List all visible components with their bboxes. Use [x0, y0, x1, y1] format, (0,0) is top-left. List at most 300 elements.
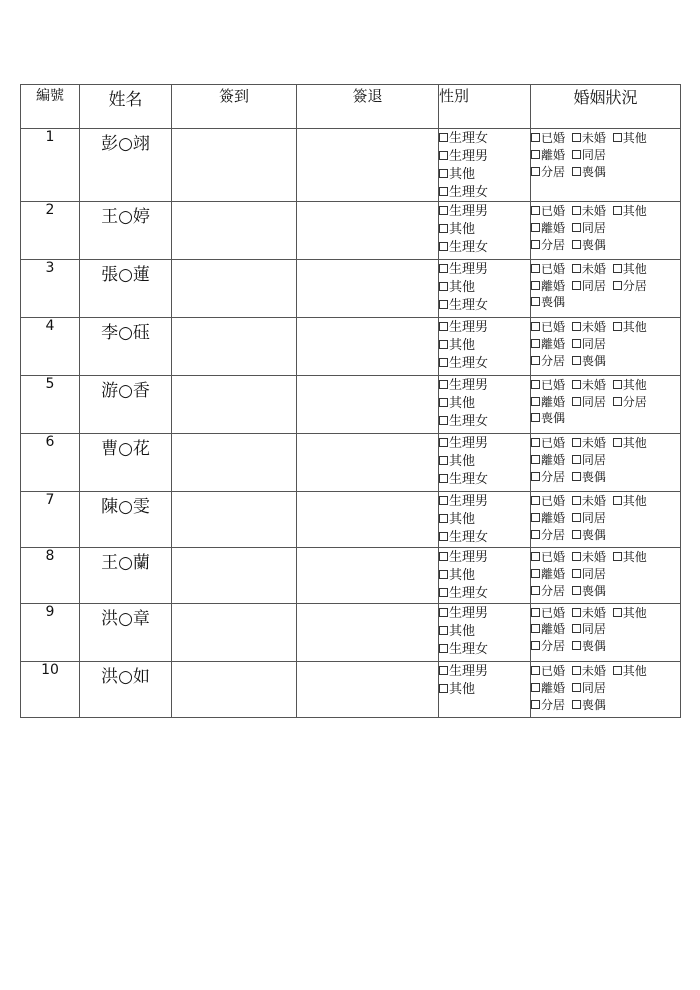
table-row [21, 129, 681, 202]
marital-option[interactable] [572, 470, 606, 484]
checkbox[interactable] [572, 586, 581, 595]
marital-option-line [531, 203, 680, 219]
marital-option[interactable] [613, 494, 647, 508]
checkbox[interactable] [531, 322, 540, 331]
checkbox[interactable] [572, 206, 581, 215]
sex-option[interactable] [439, 185, 488, 200]
checkbox[interactable] [531, 206, 540, 215]
checkbox[interactable] [439, 187, 448, 196]
checkbox[interactable] [531, 380, 540, 389]
marital-option[interactable] [531, 131, 565, 145]
sex-option-line [439, 606, 530, 622]
marital-option[interactable] [613, 279, 647, 293]
marital-option[interactable] [572, 148, 606, 162]
checkbox[interactable] [531, 569, 540, 578]
member-name: 游○香 [80, 376, 172, 434]
sign-out-cell[interactable] [297, 604, 439, 662]
sign-in-cell[interactable] [172, 202, 297, 260]
checkbox[interactable] [439, 666, 448, 675]
marital-option[interactable] [572, 511, 606, 525]
checkbox[interactable] [572, 530, 581, 539]
checkbox[interactable] [572, 264, 581, 273]
marital-option[interactable] [572, 378, 606, 392]
checkbox[interactable] [439, 684, 448, 693]
sex-option-line [439, 338, 530, 354]
sex-option-label: 生理女 [449, 356, 489, 371]
checkbox[interactable] [531, 281, 540, 290]
marital-option[interactable] [572, 567, 606, 581]
sex-option-line [439, 494, 530, 510]
sex-option[interactable] [439, 280, 475, 295]
checkbox[interactable] [572, 700, 581, 709]
marital-option[interactable] [572, 204, 606, 218]
marital-option[interactable] [531, 511, 565, 525]
marital-option[interactable] [531, 567, 565, 581]
member-name: 陳○雯 [80, 492, 172, 548]
member-name: 洪○如 [80, 662, 172, 718]
checkbox[interactable] [572, 281, 581, 290]
marital-option[interactable] [531, 584, 565, 598]
sex-option[interactable] [439, 568, 475, 583]
marital-option[interactable] [531, 337, 565, 351]
checkbox[interactable] [572, 356, 581, 365]
marital-option[interactable] [531, 320, 565, 334]
checkbox[interactable] [531, 496, 540, 505]
checkbox[interactable] [531, 397, 540, 406]
checkbox[interactable] [572, 133, 581, 142]
marital-option[interactable] [572, 639, 606, 653]
checkbox[interactable] [613, 397, 622, 406]
marital-option[interactable] [531, 262, 565, 276]
checkbox[interactable] [439, 416, 448, 425]
checkbox[interactable] [613, 206, 622, 215]
sex-option[interactable] [439, 167, 475, 182]
checkbox[interactable] [613, 438, 622, 447]
sex-option-label: 生理男 [449, 664, 489, 679]
sign-out-cell[interactable] [297, 129, 439, 202]
marital-option[interactable] [531, 681, 565, 695]
marital-option[interactable] [531, 494, 565, 508]
checkbox[interactable] [439, 242, 448, 251]
marital-option-line [531, 605, 680, 637]
checkbox[interactable] [439, 514, 448, 523]
marital-option[interactable] [572, 395, 606, 409]
sex-option-label: 生理女 [449, 472, 489, 487]
marital-options [531, 376, 681, 434]
marital-option-label: 喪偶 [581, 354, 606, 368]
checkbox[interactable] [439, 438, 448, 447]
sex-option[interactable] [439, 642, 488, 657]
sign-in-cell[interactable] [172, 318, 297, 376]
marital-option-label: 未婚 [581, 550, 606, 564]
checkbox[interactable] [613, 380, 622, 389]
sex-option-line [439, 280, 530, 296]
marital-option[interactable] [572, 262, 606, 276]
marital-option[interactable] [613, 395, 647, 409]
marital-option[interactable] [531, 411, 565, 425]
marital-option[interactable] [531, 436, 565, 450]
marital-option[interactable] [613, 131, 647, 145]
checkbox[interactable] [439, 380, 448, 389]
marital-option[interactable] [613, 320, 647, 334]
marital-option-line [531, 237, 680, 253]
marital-option[interactable] [531, 528, 565, 542]
marital-option[interactable] [613, 606, 647, 620]
checkbox[interactable] [531, 356, 540, 365]
checkbox[interactable] [531, 608, 540, 617]
marital-options [531, 260, 681, 318]
marital-option[interactable] [572, 320, 606, 334]
checkbox[interactable] [572, 624, 581, 633]
checkbox[interactable] [531, 683, 540, 692]
member-name: 彭○翊 [80, 129, 172, 202]
sex-option[interactable] [439, 414, 488, 429]
sex-option[interactable] [439, 682, 475, 697]
marital-option[interactable] [531, 204, 565, 218]
checkbox[interactable] [613, 264, 622, 273]
checkbox[interactable] [613, 322, 622, 331]
sex-option[interactable] [439, 204, 488, 219]
marital-option[interactable] [572, 550, 606, 564]
marital-option-label: 同居 [581, 148, 606, 162]
sex-option-label: 生理女 [449, 586, 489, 601]
sex-option[interactable] [439, 472, 488, 487]
checkbox[interactable] [572, 455, 581, 464]
checkbox[interactable] [439, 224, 448, 233]
checkbox[interactable] [572, 380, 581, 389]
checkbox[interactable] [439, 151, 448, 160]
sign-in-cell[interactable] [172, 492, 297, 548]
sex-options [439, 129, 531, 202]
checkbox[interactable] [572, 552, 581, 561]
checkbox[interactable] [439, 133, 448, 142]
sex-option[interactable] [439, 436, 488, 451]
checkbox[interactable] [572, 666, 581, 675]
marital-option-label: 未婚 [581, 320, 606, 334]
sign-out-cell[interactable] [297, 376, 439, 434]
sex-option-line [439, 642, 530, 658]
sign-out-cell[interactable] [297, 260, 439, 318]
marital-option-line [531, 130, 680, 146]
marital-option-label: 離婚 [541, 337, 566, 351]
sex-option-label: 其他 [449, 280, 476, 295]
sex-option-label: 其他 [449, 338, 476, 353]
checkbox[interactable] [531, 472, 540, 481]
checkbox[interactable] [439, 300, 448, 309]
marital-option-label: 已婚 [541, 262, 566, 276]
sex-option[interactable] [439, 624, 475, 639]
sex-option-line [439, 682, 530, 698]
marital-options [531, 492, 681, 548]
header-id: 編號 [21, 85, 80, 129]
checkbox[interactable] [572, 608, 581, 617]
sign-in-cell[interactable] [172, 548, 297, 604]
marital-option-label: 喪偶 [541, 295, 566, 309]
checkbox[interactable] [572, 569, 581, 578]
checkbox[interactable] [613, 133, 622, 142]
marital-option[interactable] [531, 165, 565, 179]
checkbox[interactable] [439, 358, 448, 367]
checkbox[interactable] [531, 339, 540, 348]
checkbox[interactable] [572, 496, 581, 505]
checkbox[interactable] [613, 281, 622, 290]
marital-option[interactable] [613, 550, 647, 564]
marital-option[interactable] [572, 238, 606, 252]
attendance-table [20, 84, 681, 718]
checkbox[interactable] [531, 666, 540, 675]
table-row [21, 376, 681, 434]
sex-option[interactable] [439, 338, 475, 353]
marital-option[interactable] [531, 238, 565, 252]
checkbox[interactable] [531, 413, 540, 422]
marital-option-label: 未婚 [581, 262, 606, 276]
checkbox[interactable] [572, 223, 581, 232]
marital-option-label: 喪偶 [581, 639, 606, 653]
checkbox[interactable] [613, 552, 622, 561]
row-number: 4 [21, 318, 80, 376]
checkbox[interactable] [531, 700, 540, 709]
sign-in-cell[interactable] [172, 260, 297, 318]
marital-option[interactable] [572, 279, 606, 293]
checkbox[interactable] [572, 397, 581, 406]
marital-option-line [531, 493, 680, 509]
marital-option-line [531, 638, 680, 654]
marital-option[interactable] [531, 664, 565, 678]
checkbox[interactable] [531, 438, 540, 447]
sign-out-cell[interactable] [297, 318, 439, 376]
marital-option-label: 分居 [541, 639, 566, 653]
checkbox[interactable] [572, 472, 581, 481]
sex-option-line [439, 624, 530, 640]
checkbox[interactable] [572, 438, 581, 447]
checkbox[interactable] [572, 513, 581, 522]
marital-option-label: 未婚 [581, 664, 606, 678]
marital-option-label: 其他 [622, 262, 647, 276]
checkbox[interactable] [531, 150, 540, 159]
header-sex: 性別 [439, 85, 531, 129]
sex-option-label: 生理男 [449, 494, 489, 509]
sex-option-label: 生理女 [449, 414, 489, 429]
marital-option-label: 分居 [541, 698, 566, 712]
checkbox[interactable] [531, 552, 540, 561]
sex-option-label: 生理女 [449, 185, 489, 200]
marital-option[interactable] [613, 204, 647, 218]
sex-option[interactable] [439, 131, 488, 146]
checkbox[interactable] [531, 624, 540, 633]
sex-option[interactable] [439, 396, 475, 411]
table-row [21, 662, 681, 718]
sign-out-cell[interactable] [297, 548, 439, 604]
sign-in-cell[interactable] [172, 662, 297, 718]
sex-options [439, 604, 531, 662]
sign-out-cell[interactable] [297, 492, 439, 548]
checkbox[interactable] [439, 456, 448, 465]
marital-option-label: 離婚 [541, 221, 566, 235]
sex-option[interactable] [439, 149, 488, 164]
checkbox[interactable] [531, 530, 540, 539]
checkbox[interactable] [531, 641, 540, 650]
checkbox[interactable] [531, 455, 540, 464]
table-row [21, 548, 681, 604]
checkbox[interactable] [531, 297, 540, 306]
marital-option-label: 其他 [622, 131, 647, 145]
checkbox[interactable] [439, 282, 448, 291]
checkbox[interactable] [531, 586, 540, 595]
marital-option[interactable] [531, 639, 565, 653]
checkbox[interactable] [531, 240, 540, 249]
header-name: 姓名 [80, 85, 172, 129]
checkbox[interactable] [572, 683, 581, 692]
marital-option[interactable] [531, 148, 565, 162]
row-number: 7 [21, 492, 80, 548]
checkbox[interactable] [439, 626, 448, 635]
checkbox[interactable] [531, 133, 540, 142]
marital-option[interactable] [572, 131, 606, 145]
checkbox[interactable] [439, 552, 448, 561]
checkbox[interactable] [439, 570, 448, 579]
checkbox[interactable] [439, 340, 448, 349]
marital-option-line [531, 566, 680, 582]
checkbox[interactable] [613, 666, 622, 675]
sex-options [439, 376, 531, 434]
marital-options [531, 202, 681, 260]
marital-option[interactable] [572, 698, 606, 712]
sex-option-line [439, 320, 530, 336]
checkbox[interactable] [439, 206, 448, 215]
sex-option[interactable] [439, 494, 488, 509]
checkbox[interactable] [572, 641, 581, 650]
marital-option[interactable] [572, 681, 606, 695]
sex-option[interactable] [439, 454, 475, 469]
marital-option-label: 已婚 [541, 436, 566, 450]
marital-option[interactable] [531, 221, 565, 235]
marital-option[interactable] [572, 436, 606, 450]
marital-option-label: 離婚 [541, 567, 566, 581]
marital-option[interactable] [572, 337, 606, 351]
checkbox[interactable] [439, 169, 448, 178]
marital-option[interactable] [613, 664, 647, 678]
marital-option[interactable] [572, 606, 606, 620]
marital-option-label: 未婚 [581, 378, 606, 392]
sex-option[interactable] [439, 530, 488, 545]
sex-option[interactable] [439, 222, 475, 237]
member-name: 王○婷 [80, 202, 172, 260]
checkbox[interactable] [572, 322, 581, 331]
sex-option[interactable] [439, 550, 488, 565]
marital-option[interactable] [531, 606, 565, 620]
marital-option[interactable] [531, 698, 565, 712]
sex-option[interactable] [439, 298, 488, 313]
marital-option[interactable] [531, 622, 565, 636]
checkbox[interactable] [439, 532, 448, 541]
marital-options [531, 604, 681, 662]
checkbox[interactable] [439, 608, 448, 617]
sex-option[interactable] [439, 586, 488, 601]
checkbox[interactable] [439, 398, 448, 407]
marital-option[interactable] [531, 395, 565, 409]
checkbox[interactable] [531, 513, 540, 522]
marital-option[interactable] [572, 165, 606, 179]
checkbox[interactable] [439, 474, 448, 483]
checkbox[interactable] [439, 322, 448, 331]
sex-option[interactable] [439, 262, 488, 277]
marital-option[interactable] [531, 550, 565, 564]
sex-option-label: 其他 [449, 568, 476, 583]
sign-out-cell[interactable] [297, 434, 439, 492]
sex-option[interactable] [439, 378, 488, 393]
checkbox[interactable] [531, 264, 540, 273]
marital-option[interactable] [572, 453, 606, 467]
checkbox[interactable] [572, 240, 581, 249]
checkbox[interactable] [439, 588, 448, 597]
marital-option[interactable] [613, 262, 647, 276]
sex-option-line [439, 396, 530, 412]
marital-option-label: 喪偶 [581, 584, 606, 598]
marital-option[interactable] [572, 664, 606, 678]
checkbox[interactable] [572, 339, 581, 348]
checkbox[interactable] [572, 167, 581, 176]
marital-option[interactable] [613, 378, 647, 392]
marital-option-label: 離婚 [541, 453, 566, 467]
checkbox[interactable] [572, 150, 581, 159]
marital-option[interactable] [572, 584, 606, 598]
marital-option[interactable] [531, 354, 565, 368]
marital-option-line [531, 394, 680, 426]
marital-option[interactable] [531, 453, 565, 467]
sign-in-cell[interactable] [172, 376, 297, 434]
marital-option-label: 同居 [581, 221, 606, 235]
checkbox[interactable] [613, 496, 622, 505]
marital-option[interactable] [613, 436, 647, 450]
marital-option[interactable] [531, 470, 565, 484]
checkbox[interactable] [439, 644, 448, 653]
sign-out-cell[interactable] [297, 662, 439, 718]
marital-option[interactable] [531, 279, 565, 293]
marital-option[interactable] [572, 494, 606, 508]
marital-option-label: 已婚 [541, 320, 566, 334]
checkbox[interactable] [531, 223, 540, 232]
checkbox[interactable] [439, 264, 448, 273]
sign-in-cell[interactable] [172, 434, 297, 492]
sex-option[interactable] [439, 512, 475, 527]
sex-option[interactable] [439, 606, 488, 621]
marital-option[interactable] [531, 378, 565, 392]
marital-option-label: 分居 [541, 238, 566, 252]
marital-option[interactable] [572, 221, 606, 235]
marital-option[interactable] [531, 295, 565, 309]
sign-in-cell[interactable] [172, 604, 297, 662]
marital-option-label: 喪偶 [581, 470, 606, 484]
checkbox[interactable] [531, 167, 540, 176]
sex-option[interactable] [439, 356, 488, 371]
sex-option-line [439, 185, 530, 201]
sign-in-cell[interactable] [172, 129, 297, 202]
marital-option-line [531, 147, 680, 163]
marital-option[interactable] [572, 622, 606, 636]
checkbox[interactable] [439, 496, 448, 505]
sign-out-cell[interactable] [297, 202, 439, 260]
sex-option[interactable] [439, 320, 488, 335]
marital-option-line [531, 278, 680, 310]
sex-option[interactable] [439, 240, 488, 255]
marital-options [531, 318, 681, 376]
marital-option[interactable] [572, 528, 606, 542]
sex-option[interactable] [439, 664, 488, 679]
checkbox[interactable] [613, 608, 622, 617]
sex-option-label: 生理女 [449, 240, 489, 255]
marital-option[interactable] [572, 354, 606, 368]
sex-option-line [439, 436, 530, 452]
